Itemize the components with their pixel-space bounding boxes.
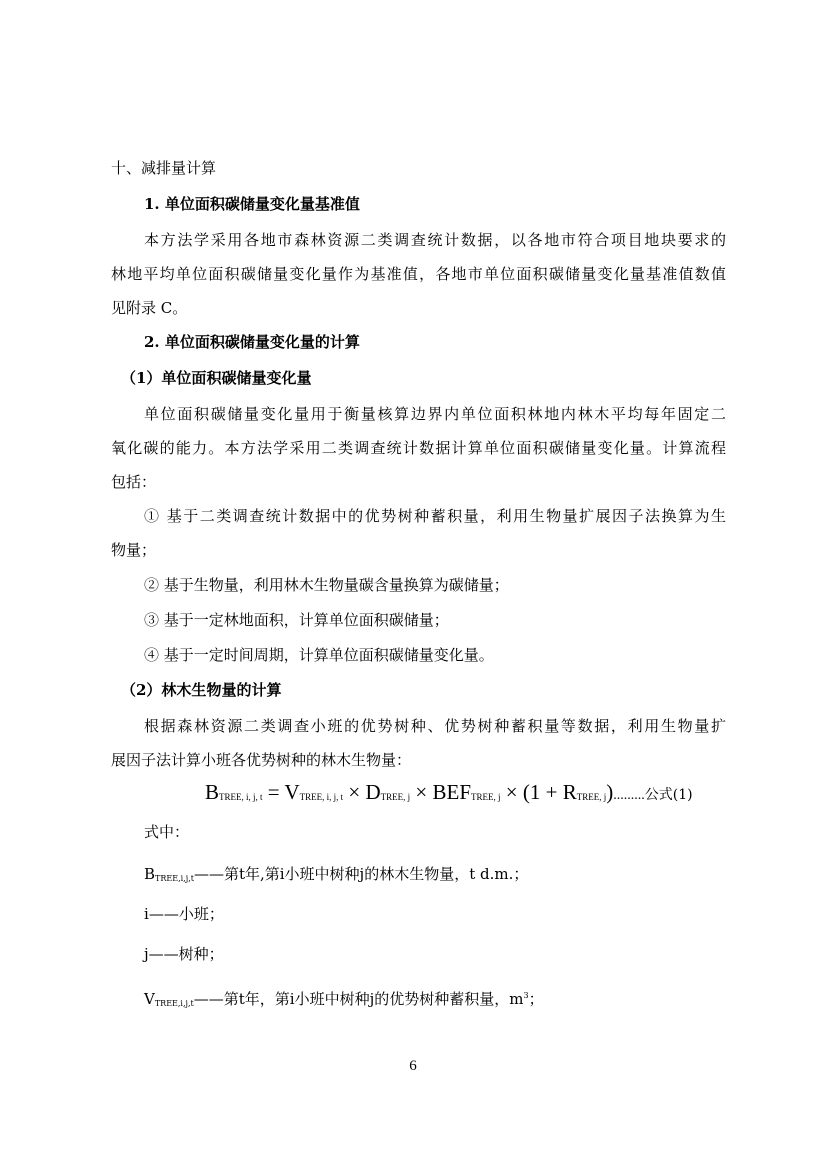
formula-symbol: R xyxy=(562,780,577,804)
definition-tail: ； xyxy=(528,990,544,1008)
paragraph-line: 本方法学采用各地市森林资源二类调查统计数据，以各地市符合项目地块要求的 xyxy=(144,231,726,249)
definition-text: ——第t年,第i小班中树种j的林木生物量，t d.m.； xyxy=(193,865,529,883)
page-number: 6 xyxy=(409,1058,417,1074)
definition-symbol: i xyxy=(144,905,149,923)
formula-operator: = xyxy=(262,780,285,804)
formula-subscript: TREE, j xyxy=(380,792,411,802)
step-item: ③ 基于一定林地面积，计算单位面积碳储量； xyxy=(144,611,449,629)
definition-text: ——树种； xyxy=(148,945,224,963)
paragraph-line: 展因子法计算小班各优势树种的林木生物量： xyxy=(111,751,412,769)
formula-subscript: TREE, j xyxy=(576,792,607,802)
paragraph-line: 氧化碳的能力。本方法学采用二类调查统计数据计算单位面积碳储量变化量。计算流程 xyxy=(111,439,726,457)
part-1-title: （1）单位面积碳储量变化量 xyxy=(121,369,312,387)
symbol-subscript: TREE,i,j,t xyxy=(155,874,194,883)
formula-operator: × xyxy=(500,780,523,804)
step-item: ① 基于二类调查统计数据中的优势树种蓄积量，利用生物量扩展因子法换算为生 xyxy=(144,507,726,525)
formula-operator: × xyxy=(410,780,433,804)
subsection-2-title: 2. 单位面积碳储量变化量的计算 xyxy=(144,333,360,351)
part-2-title: （2）林木生物量的计算 xyxy=(121,681,282,699)
paragraph-line: 根据森林资源二类调查小班的优势树种、优势树种蓄积量等数据，利用生物量扩 xyxy=(144,717,726,735)
formula-paren: ) xyxy=(606,780,614,804)
subsection-1-title: 1. 单位面积碳储量变化量基准值 xyxy=(144,195,360,213)
formula-symbol: D xyxy=(365,780,381,804)
section-heading: 十、减排量计算 xyxy=(111,159,217,177)
definition-text: ——小班； xyxy=(148,905,224,923)
where-label: 式中： xyxy=(144,823,190,841)
step-item: 物量； xyxy=(111,541,157,559)
definition-item xyxy=(144,904,726,924)
definition-symbol: j xyxy=(144,945,149,963)
definition-item xyxy=(144,864,726,889)
formula-subscript: TREE, i, j, t xyxy=(299,792,344,802)
formula-symbol: BEF xyxy=(432,780,472,804)
step-item: ② 基于生物量，利用林木生物量碳含量换算为碳储量； xyxy=(144,576,509,594)
paragraph-line: 单位面积碳储量变化量用于衡量核算边界内单位面积林地内林木平均每年固定二 xyxy=(144,405,726,423)
unit-superscript: 3 xyxy=(523,991,529,1000)
definition-symbol xyxy=(144,990,194,1008)
formula-symbol: B xyxy=(205,780,220,804)
step-item: ④ 基于一定时间周期，计算单位面积碳储量变化量。 xyxy=(144,646,494,664)
formula-subscript: TREE, i, j, t xyxy=(219,792,263,802)
definition-item xyxy=(144,944,726,964)
formula-label: 公式(1) xyxy=(644,787,693,803)
symbol-subscript: TREE,i,j,t xyxy=(154,999,194,1008)
formula-paren: (1 + xyxy=(522,780,563,804)
symbol-letter: B xyxy=(144,865,156,883)
symbol-letter: V xyxy=(144,990,155,1008)
definition-item xyxy=(144,986,726,1014)
formula-leader-dots: ......... xyxy=(613,788,645,803)
formula-subscript: TREE, j xyxy=(471,792,501,802)
definition-text: ——第t年，第i小班中树种j的优势树种蓄积量，m xyxy=(193,990,524,1008)
definition-symbol xyxy=(144,865,194,883)
paragraph-line: 包括： xyxy=(111,473,157,491)
paragraph-line: 见附录 C。 xyxy=(111,299,188,317)
formula-operator: × xyxy=(343,780,366,804)
formula-symbol: V xyxy=(284,780,300,804)
paragraph-line: 林地平均单位面积碳储量变化量作为基准值，各地市单位面积碳储量变化量基准值数值 xyxy=(111,265,726,283)
formula-1 xyxy=(205,778,725,806)
